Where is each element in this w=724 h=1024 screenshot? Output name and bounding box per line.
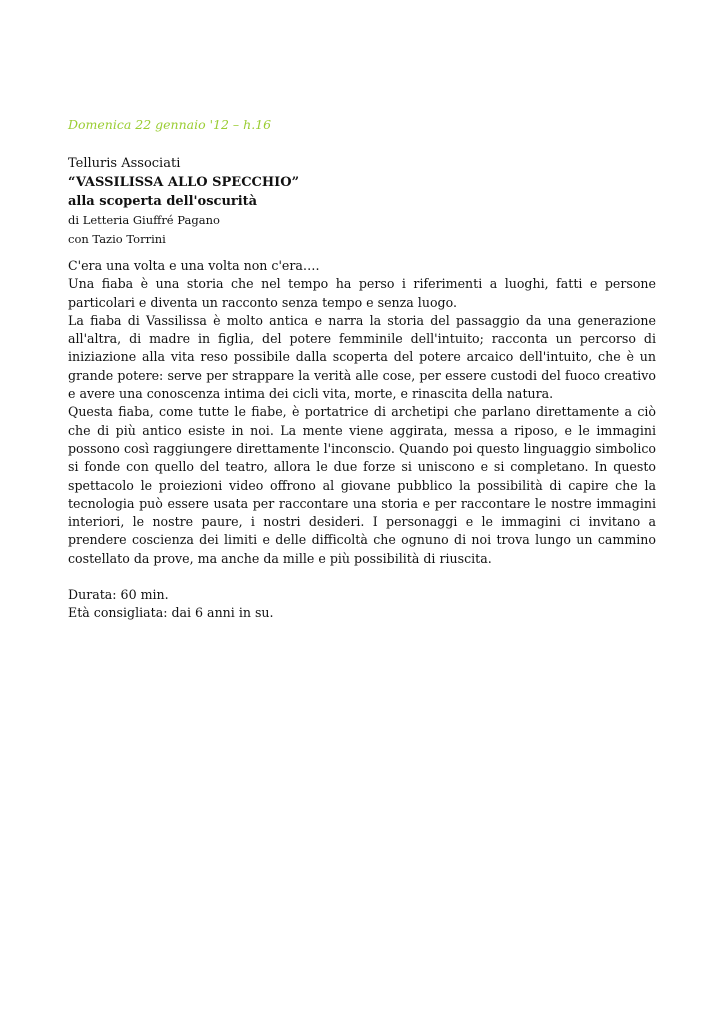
event-header	[68, 154, 656, 249]
paragraph-2: La fiaba di Vassilissa è molto antica e narra la storia del passaggio da una generazione all'altra, di madre in figlia, del potere femminile dell'intuito; racconta un percorso di iniziazione alla vita reso possibile dalla scoperta del potere arcaico dell'intuito, che è un grande potere: serve per strappare la verità alle cose, per essere custodi del fuoco creativo e avere una conoscenza intima dei cicli vita, morte, e rinascita della natura.	[68, 312, 656, 402]
recommended-age: Età consigliata: dai 6 anni in su.	[68, 605, 274, 621]
show-info	[68, 586, 656, 623]
opening-line: C'era una volta e una volta non c'era….	[68, 258, 320, 273]
document-page	[68, 116, 656, 623]
cast-credit: con Tazio Torrini	[68, 232, 166, 246]
event-date: Domenica 22 gennaio '12 – h.16	[68, 117, 272, 132]
duration: Durata: 60 min.	[68, 587, 169, 603]
company-name: Telluris Associati	[68, 156, 181, 171]
show-title: “VASSILISSA ALLO SPECCHIO”	[68, 175, 300, 190]
description	[68, 257, 656, 568]
paragraph-1: Una fiaba è una storia che nel tempo ha perso i riferimenti a luoghi, fatti e persone particolari e diventa un racconto senza tempo e senza luogo.	[68, 276, 656, 310]
spacer	[68, 568, 656, 586]
author-credit: di Letteria Giuffré Pagano	[68, 213, 220, 227]
show-subtitle: alla scoperta dell'oscurità	[68, 194, 258, 209]
paragraph-3: Questa fiaba, come tutte le fiabe, è portatrice di archetipi che parlano direttamente a ciò che di più antico esiste in noi. La mente viene aggirata, messa a riposo, e le immagini possono così raggiungere direttamente l'inconscio. Quando poi questo linguaggio simbolico si fonde con quello del teatro, allora le due forze si uniscono e si completano. In questo spettacolo le proiezioni video offrono al giovane pubblico la possibilità di capire che la tecnologia può essere usata per raccontare una storia e per raccontare le nostre immagini interiori, le nostre paure, i nostri desideri. I personaggi e le immagini ci invitano a prendere coscienza dei limiti e delle difficoltà che ognuno di noi trova lungo un cammino costellato da prove, ma anche da mille e più possibilità di riuscita.	[68, 404, 656, 566]
